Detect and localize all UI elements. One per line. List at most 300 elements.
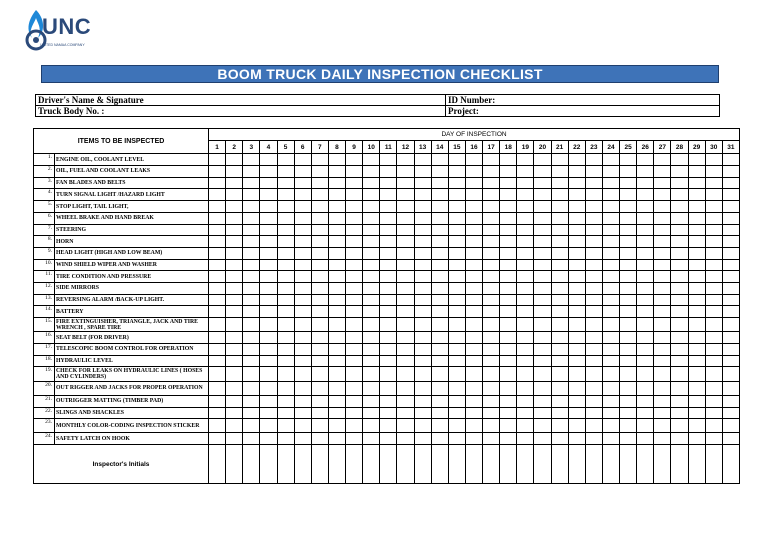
check-cell[interactable] — [209, 332, 226, 344]
check-cell[interactable] — [465, 355, 482, 367]
check-cell[interactable] — [637, 355, 654, 367]
check-cell[interactable] — [363, 247, 380, 259]
check-cell[interactable] — [397, 433, 414, 445]
check-cell[interactable] — [585, 189, 602, 201]
check-cell[interactable] — [414, 343, 431, 355]
check-cell[interactable] — [363, 259, 380, 271]
check-cell[interactable] — [517, 332, 534, 344]
check-cell[interactable] — [346, 259, 363, 271]
check-cell[interactable] — [226, 259, 243, 271]
check-cell[interactable] — [620, 201, 637, 213]
check-cell[interactable] — [568, 367, 585, 381]
check-cell[interactable] — [260, 381, 277, 395]
check-cell[interactable] — [277, 166, 294, 178]
check-cell[interactable] — [328, 212, 345, 224]
check-cell[interactable] — [363, 395, 380, 407]
check-cell[interactable] — [209, 294, 226, 306]
check-cell[interactable] — [551, 259, 568, 271]
initials-cell[interactable] — [226, 445, 243, 484]
check-cell[interactable] — [397, 355, 414, 367]
check-cell[interactable] — [620, 407, 637, 419]
check-cell[interactable] — [568, 271, 585, 283]
check-cell[interactable] — [311, 419, 328, 433]
check-cell[interactable] — [722, 367, 739, 381]
initials-cell[interactable] — [328, 445, 345, 484]
check-cell[interactable] — [620, 433, 637, 445]
check-cell[interactable] — [585, 224, 602, 236]
check-cell[interactable] — [620, 154, 637, 166]
check-cell[interactable] — [397, 177, 414, 189]
initials-cell[interactable] — [311, 445, 328, 484]
check-cell[interactable] — [705, 154, 722, 166]
check-cell[interactable] — [397, 212, 414, 224]
initials-cell[interactable] — [517, 445, 534, 484]
check-cell[interactable] — [465, 247, 482, 259]
check-cell[interactable] — [260, 259, 277, 271]
check-cell[interactable] — [517, 224, 534, 236]
id-number-field[interactable]: ID Number: — [446, 95, 720, 106]
check-cell[interactable] — [363, 318, 380, 332]
check-cell[interactable] — [226, 433, 243, 445]
check-cell[interactable] — [465, 367, 482, 381]
check-cell[interactable] — [226, 306, 243, 318]
check-cell[interactable] — [226, 407, 243, 419]
check-cell[interactable] — [654, 433, 671, 445]
check-cell[interactable] — [414, 355, 431, 367]
check-cell[interactable] — [637, 259, 654, 271]
check-cell[interactable] — [346, 343, 363, 355]
check-cell[interactable] — [551, 212, 568, 224]
check-cell[interactable] — [517, 433, 534, 445]
check-cell[interactable] — [294, 332, 311, 344]
check-cell[interactable] — [620, 395, 637, 407]
check-cell[interactable] — [414, 332, 431, 344]
check-cell[interactable] — [294, 395, 311, 407]
check-cell[interactable] — [226, 236, 243, 248]
check-cell[interactable] — [346, 282, 363, 294]
check-cell[interactable] — [551, 189, 568, 201]
check-cell[interactable] — [483, 407, 500, 419]
check-cell[interactable] — [500, 259, 517, 271]
check-cell[interactable] — [431, 259, 448, 271]
truck-body-field[interactable]: Truck Body No. : — [36, 106, 446, 117]
check-cell[interactable] — [431, 381, 448, 395]
check-cell[interactable] — [397, 419, 414, 433]
check-cell[interactable] — [397, 282, 414, 294]
check-cell[interactable] — [380, 318, 397, 332]
check-cell[interactable] — [654, 236, 671, 248]
check-cell[interactable] — [294, 407, 311, 419]
check-cell[interactable] — [328, 419, 345, 433]
check-cell[interactable] — [534, 177, 551, 189]
check-cell[interactable] — [688, 177, 705, 189]
check-cell[interactable] — [688, 407, 705, 419]
check-cell[interactable] — [671, 259, 688, 271]
check-cell[interactable] — [585, 343, 602, 355]
check-cell[interactable] — [602, 395, 619, 407]
check-cell[interactable] — [620, 332, 637, 344]
check-cell[interactable] — [311, 177, 328, 189]
check-cell[interactable] — [688, 224, 705, 236]
check-cell[interactable] — [448, 395, 465, 407]
check-cell[interactable] — [602, 343, 619, 355]
check-cell[interactable] — [654, 367, 671, 381]
check-cell[interactable] — [483, 259, 500, 271]
check-cell[interactable] — [483, 177, 500, 189]
check-cell[interactable] — [568, 306, 585, 318]
check-cell[interactable] — [363, 355, 380, 367]
check-cell[interactable] — [602, 306, 619, 318]
check-cell[interactable] — [328, 306, 345, 318]
check-cell[interactable] — [620, 189, 637, 201]
check-cell[interactable] — [363, 236, 380, 248]
check-cell[interactable] — [311, 282, 328, 294]
check-cell[interactable] — [654, 282, 671, 294]
check-cell[interactable] — [483, 367, 500, 381]
check-cell[interactable] — [534, 271, 551, 283]
check-cell[interactable] — [431, 419, 448, 433]
check-cell[interactable] — [551, 166, 568, 178]
check-cell[interactable] — [260, 343, 277, 355]
check-cell[interactable] — [226, 318, 243, 332]
check-cell[interactable] — [465, 433, 482, 445]
check-cell[interactable] — [637, 395, 654, 407]
check-cell[interactable] — [654, 166, 671, 178]
initials-cell[interactable] — [654, 445, 671, 484]
check-cell[interactable] — [688, 189, 705, 201]
check-cell[interactable] — [500, 395, 517, 407]
check-cell[interactable] — [294, 166, 311, 178]
check-cell[interactable] — [602, 189, 619, 201]
check-cell[interactable] — [517, 395, 534, 407]
check-cell[interactable] — [500, 294, 517, 306]
check-cell[interactable] — [209, 224, 226, 236]
initials-cell[interactable] — [534, 445, 551, 484]
check-cell[interactable] — [414, 189, 431, 201]
check-cell[interactable] — [688, 433, 705, 445]
check-cell[interactable] — [500, 318, 517, 332]
check-cell[interactable] — [637, 247, 654, 259]
check-cell[interactable] — [260, 332, 277, 344]
check-cell[interactable] — [551, 381, 568, 395]
check-cell[interactable] — [585, 419, 602, 433]
check-cell[interactable] — [500, 332, 517, 344]
initials-cell[interactable] — [448, 445, 465, 484]
check-cell[interactable] — [380, 236, 397, 248]
check-cell[interactable] — [654, 271, 671, 283]
check-cell[interactable] — [294, 355, 311, 367]
check-cell[interactable] — [551, 318, 568, 332]
check-cell[interactable] — [346, 419, 363, 433]
check-cell[interactable] — [243, 395, 260, 407]
check-cell[interactable] — [346, 271, 363, 283]
check-cell[interactable] — [637, 166, 654, 178]
check-cell[interactable] — [243, 212, 260, 224]
check-cell[interactable] — [346, 247, 363, 259]
check-cell[interactable] — [705, 294, 722, 306]
check-cell[interactable] — [294, 318, 311, 332]
check-cell[interactable] — [431, 247, 448, 259]
check-cell[interactable] — [654, 247, 671, 259]
check-cell[interactable] — [654, 395, 671, 407]
check-cell[interactable] — [602, 212, 619, 224]
check-cell[interactable] — [568, 395, 585, 407]
check-cell[interactable] — [705, 367, 722, 381]
check-cell[interactable] — [328, 433, 345, 445]
check-cell[interactable] — [551, 355, 568, 367]
check-cell[interactable] — [277, 318, 294, 332]
check-cell[interactable] — [483, 282, 500, 294]
check-cell[interactable] — [705, 419, 722, 433]
check-cell[interactable] — [380, 381, 397, 395]
check-cell[interactable] — [363, 212, 380, 224]
check-cell[interactable] — [226, 343, 243, 355]
check-cell[interactable] — [328, 332, 345, 344]
check-cell[interactable] — [671, 367, 688, 381]
check-cell[interactable] — [483, 306, 500, 318]
check-cell[interactable] — [688, 294, 705, 306]
check-cell[interactable] — [209, 306, 226, 318]
check-cell[interactable] — [534, 395, 551, 407]
check-cell[interactable] — [363, 343, 380, 355]
check-cell[interactable] — [483, 236, 500, 248]
check-cell[interactable] — [260, 212, 277, 224]
initials-cell[interactable] — [346, 445, 363, 484]
check-cell[interactable] — [346, 355, 363, 367]
check-cell[interactable] — [483, 419, 500, 433]
check-cell[interactable] — [260, 407, 277, 419]
check-cell[interactable] — [414, 154, 431, 166]
check-cell[interactable] — [277, 433, 294, 445]
check-cell[interactable] — [534, 201, 551, 213]
check-cell[interactable] — [328, 166, 345, 178]
check-cell[interactable] — [277, 259, 294, 271]
check-cell[interactable] — [260, 282, 277, 294]
check-cell[interactable] — [277, 224, 294, 236]
check-cell[interactable] — [500, 367, 517, 381]
check-cell[interactable] — [431, 407, 448, 419]
check-cell[interactable] — [722, 201, 739, 213]
check-cell[interactable] — [722, 343, 739, 355]
check-cell[interactable] — [483, 294, 500, 306]
check-cell[interactable] — [226, 224, 243, 236]
check-cell[interactable] — [226, 367, 243, 381]
check-cell[interactable] — [551, 177, 568, 189]
check-cell[interactable] — [722, 224, 739, 236]
check-cell[interactable] — [465, 154, 482, 166]
check-cell[interactable] — [397, 294, 414, 306]
check-cell[interactable] — [260, 271, 277, 283]
check-cell[interactable] — [448, 343, 465, 355]
check-cell[interactable] — [243, 282, 260, 294]
check-cell[interactable] — [311, 189, 328, 201]
check-cell[interactable] — [654, 154, 671, 166]
check-cell[interactable] — [226, 247, 243, 259]
check-cell[interactable] — [209, 154, 226, 166]
check-cell[interactable] — [226, 294, 243, 306]
check-cell[interactable] — [722, 395, 739, 407]
check-cell[interactable] — [688, 271, 705, 283]
check-cell[interactable] — [397, 247, 414, 259]
check-cell[interactable] — [551, 271, 568, 283]
check-cell[interactable] — [654, 355, 671, 367]
check-cell[interactable] — [568, 294, 585, 306]
check-cell[interactable] — [500, 154, 517, 166]
check-cell[interactable] — [654, 177, 671, 189]
check-cell[interactable] — [277, 355, 294, 367]
check-cell[interactable] — [277, 367, 294, 381]
check-cell[interactable] — [688, 419, 705, 433]
check-cell[interactable] — [551, 294, 568, 306]
check-cell[interactable] — [517, 154, 534, 166]
check-cell[interactable] — [551, 419, 568, 433]
check-cell[interactable] — [397, 343, 414, 355]
check-cell[interactable] — [671, 212, 688, 224]
check-cell[interactable] — [671, 381, 688, 395]
check-cell[interactable] — [346, 177, 363, 189]
check-cell[interactable] — [260, 419, 277, 433]
check-cell[interactable] — [551, 343, 568, 355]
check-cell[interactable] — [448, 236, 465, 248]
check-cell[interactable] — [328, 355, 345, 367]
check-cell[interactable] — [465, 201, 482, 213]
check-cell[interactable] — [397, 318, 414, 332]
check-cell[interactable] — [722, 355, 739, 367]
check-cell[interactable] — [243, 355, 260, 367]
check-cell[interactable] — [260, 177, 277, 189]
check-cell[interactable] — [431, 355, 448, 367]
check-cell[interactable] — [688, 247, 705, 259]
check-cell[interactable] — [483, 224, 500, 236]
check-cell[interactable] — [328, 294, 345, 306]
check-cell[interactable] — [534, 355, 551, 367]
check-cell[interactable] — [277, 212, 294, 224]
check-cell[interactable] — [448, 407, 465, 419]
check-cell[interactable] — [705, 201, 722, 213]
initials-cell[interactable] — [671, 445, 688, 484]
check-cell[interactable] — [551, 407, 568, 419]
check-cell[interactable] — [363, 166, 380, 178]
check-cell[interactable] — [654, 343, 671, 355]
check-cell[interactable] — [209, 247, 226, 259]
check-cell[interactable] — [226, 189, 243, 201]
check-cell[interactable] — [209, 355, 226, 367]
check-cell[interactable] — [654, 201, 671, 213]
check-cell[interactable] — [517, 343, 534, 355]
driver-name-field[interactable]: Driver's Name & Signature — [36, 95, 446, 106]
check-cell[interactable] — [363, 271, 380, 283]
check-cell[interactable] — [637, 236, 654, 248]
check-cell[interactable] — [277, 177, 294, 189]
check-cell[interactable] — [534, 332, 551, 344]
check-cell[interactable] — [226, 395, 243, 407]
check-cell[interactable] — [277, 332, 294, 344]
check-cell[interactable] — [465, 381, 482, 395]
check-cell[interactable] — [705, 433, 722, 445]
check-cell[interactable] — [637, 154, 654, 166]
check-cell[interactable] — [654, 407, 671, 419]
check-cell[interactable] — [380, 355, 397, 367]
check-cell[interactable] — [311, 355, 328, 367]
check-cell[interactable] — [671, 271, 688, 283]
check-cell[interactable] — [328, 189, 345, 201]
check-cell[interactable] — [568, 407, 585, 419]
check-cell[interactable] — [277, 395, 294, 407]
check-cell[interactable] — [500, 177, 517, 189]
check-cell[interactable] — [226, 154, 243, 166]
check-cell[interactable] — [260, 355, 277, 367]
check-cell[interactable] — [517, 282, 534, 294]
check-cell[interactable] — [243, 381, 260, 395]
check-cell[interactable] — [414, 419, 431, 433]
check-cell[interactable] — [637, 294, 654, 306]
check-cell[interactable] — [551, 236, 568, 248]
check-cell[interactable] — [602, 247, 619, 259]
check-cell[interactable] — [671, 343, 688, 355]
check-cell[interactable] — [226, 166, 243, 178]
check-cell[interactable] — [363, 367, 380, 381]
check-cell[interactable] — [243, 166, 260, 178]
check-cell[interactable] — [328, 236, 345, 248]
check-cell[interactable] — [688, 395, 705, 407]
check-cell[interactable] — [277, 419, 294, 433]
initials-cell[interactable] — [585, 445, 602, 484]
check-cell[interactable] — [414, 259, 431, 271]
check-cell[interactable] — [483, 395, 500, 407]
check-cell[interactable] — [209, 177, 226, 189]
check-cell[interactable] — [654, 419, 671, 433]
check-cell[interactable] — [260, 247, 277, 259]
check-cell[interactable] — [654, 212, 671, 224]
check-cell[interactable] — [294, 212, 311, 224]
check-cell[interactable] — [294, 294, 311, 306]
check-cell[interactable] — [260, 306, 277, 318]
check-cell[interactable] — [500, 381, 517, 395]
initials-cell[interactable] — [414, 445, 431, 484]
check-cell[interactable] — [380, 201, 397, 213]
check-cell[interactable] — [620, 294, 637, 306]
check-cell[interactable] — [311, 166, 328, 178]
check-cell[interactable] — [243, 201, 260, 213]
check-cell[interactable] — [311, 318, 328, 332]
check-cell[interactable] — [363, 306, 380, 318]
check-cell[interactable] — [380, 419, 397, 433]
check-cell[interactable] — [414, 395, 431, 407]
check-cell[interactable] — [585, 332, 602, 344]
check-cell[interactable] — [585, 166, 602, 178]
check-cell[interactable] — [294, 189, 311, 201]
check-cell[interactable] — [363, 154, 380, 166]
check-cell[interactable] — [671, 282, 688, 294]
check-cell[interactable] — [637, 271, 654, 283]
check-cell[interactable] — [294, 154, 311, 166]
check-cell[interactable] — [620, 306, 637, 318]
check-cell[interactable] — [311, 154, 328, 166]
check-cell[interactable] — [311, 395, 328, 407]
initials-cell[interactable] — [243, 445, 260, 484]
check-cell[interactable] — [209, 189, 226, 201]
check-cell[interactable] — [688, 343, 705, 355]
check-cell[interactable] — [209, 201, 226, 213]
check-cell[interactable] — [705, 318, 722, 332]
check-cell[interactable] — [209, 271, 226, 283]
check-cell[interactable] — [602, 419, 619, 433]
check-cell[interactable] — [294, 247, 311, 259]
check-cell[interactable] — [602, 177, 619, 189]
initials-cell[interactable] — [363, 445, 380, 484]
check-cell[interactable] — [397, 306, 414, 318]
check-cell[interactable] — [517, 367, 534, 381]
